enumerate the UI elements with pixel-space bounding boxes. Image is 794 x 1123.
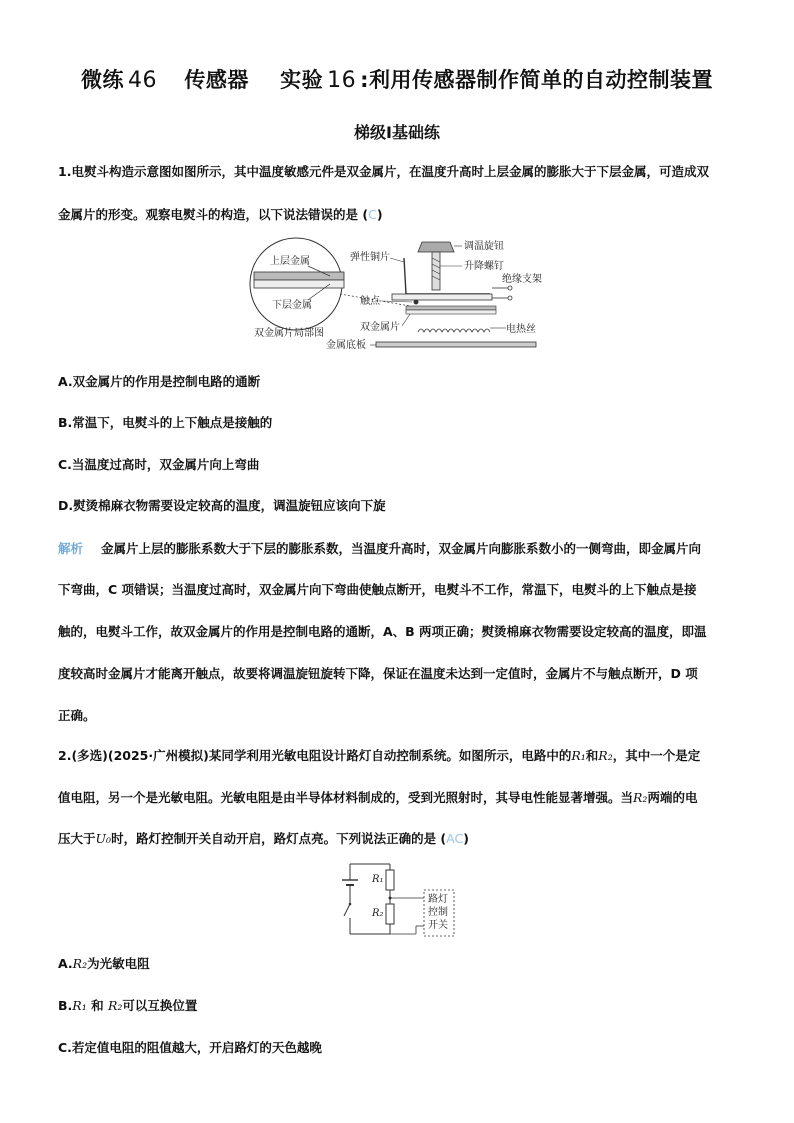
- q2-option-a: A.R₂为光敏电阻: [58, 956, 150, 971]
- q1-option-a: A.双金属片的作用是控制电路的通断: [58, 374, 261, 389]
- iron-diagram: [240, 236, 560, 356]
- q1-analysis-line4: 度较高时金属片才能离开触点，故要将调温旋钮旋转下降，保证在温度未达到一定值时，金属片不与触点断开，D 项: [58, 666, 698, 681]
- label-upper-metal: 上层金属: [270, 256, 310, 267]
- label-spring-copper: 弹性铜片: [350, 252, 390, 263]
- q1-analysis-line1: 解析 金属片上层的膨胀系数大于下层的膨胀系数，当温度升高时，双金属片向膨胀系数小的一侧弯曲，即金属片向: [58, 541, 702, 556]
- label-base: 金属底板: [326, 340, 366, 351]
- q1-analysis-line2: 下弯曲，C 项错误；当温度过高时，双金属片向下弯曲使触点断开，电熨斗不工作，常温下，电熨斗的上下触点是接: [58, 582, 697, 597]
- circuit-box-line1: 路灯: [428, 894, 448, 905]
- q1-option-d: D.熨烫棉麻衣物需要设定较高的温度，调温旋钮应该向下旋: [58, 498, 386, 513]
- q1-stem-line2: 金属片的形变。观察电熨斗的构造，以下说法错误的是 (C): [58, 207, 383, 222]
- analysis-label: 解析: [58, 541, 84, 556]
- q2-option-b: B.R₁ 和 R₂可以互换位置: [58, 998, 198, 1013]
- circuit-r2-label: R₂: [372, 908, 384, 919]
- q1-option-c: C.当温度过高时，双金属片向上弯曲: [58, 457, 260, 472]
- q2-option-c: C.若定值电阻的阻值越大，开启路灯的天色越晚: [58, 1040, 322, 1055]
- section-subtitle: 梯级Ⅰ基础练: [354, 123, 440, 142]
- figure-caption: 双金属片局部图: [254, 328, 324, 339]
- circuit-box-line3: 开关: [428, 920, 448, 931]
- q1-option-b: B.常温下，电熨斗的上下触点是接触的: [58, 415, 273, 430]
- page-title: 微练 46 传感器 实验 16 :利用传感器制作简单的自动控制装置: [80, 68, 714, 93]
- circuit-diagram: [320, 858, 460, 942]
- label-bimetal: 双金属片: [360, 322, 400, 333]
- q1-answer: C: [368, 207, 377, 222]
- label-knob: 调温旋钮: [464, 241, 504, 252]
- label-lower-metal: 下层金属: [272, 300, 312, 311]
- q2-stem-line1: 2.(多选)(2025·广州模拟)某同学利用光敏电阻设计路灯自动控制系统。如图所示，电路中的R₁和R₂，其中一个是定: [58, 748, 701, 763]
- q1-analysis-line5: 正确。: [58, 708, 96, 723]
- circuit-r1-label: R₁: [372, 874, 384, 885]
- q2-stem-line3: 压大于U₀时，路灯控制开关自动开启，路灯点亮。下列说法正确的是 (AC): [58, 831, 469, 846]
- circuit-box-line2: 控制: [428, 907, 448, 918]
- q1-stem-line1: 1.电熨斗构造示意图如图所示，其中温度敏感元件是双金属片，在温度升高时上层金属的膨胀大于下层金属，可造成双: [58, 164, 709, 179]
- q2-answer: AC: [446, 831, 464, 846]
- label-heater: 电热丝: [506, 324, 536, 335]
- q1-analysis-line3: 触的，电熨斗工作，故双金属片的作用是控制电路的通断，A、B 两项正确；熨烫棉麻衣物需要设定较高的温度，即温: [58, 624, 707, 639]
- label-contact: 触点: [360, 296, 380, 307]
- label-support: 绝缘支架: [502, 274, 542, 285]
- q2-stem-line2: 值电阻，另一个是光敏电阻。光敏电阻是由半导体材料制成的，受到光照射时，其导电性能显著增强。当R₂两端的电: [58, 790, 698, 805]
- label-screw: 升降螺钉: [464, 261, 504, 272]
